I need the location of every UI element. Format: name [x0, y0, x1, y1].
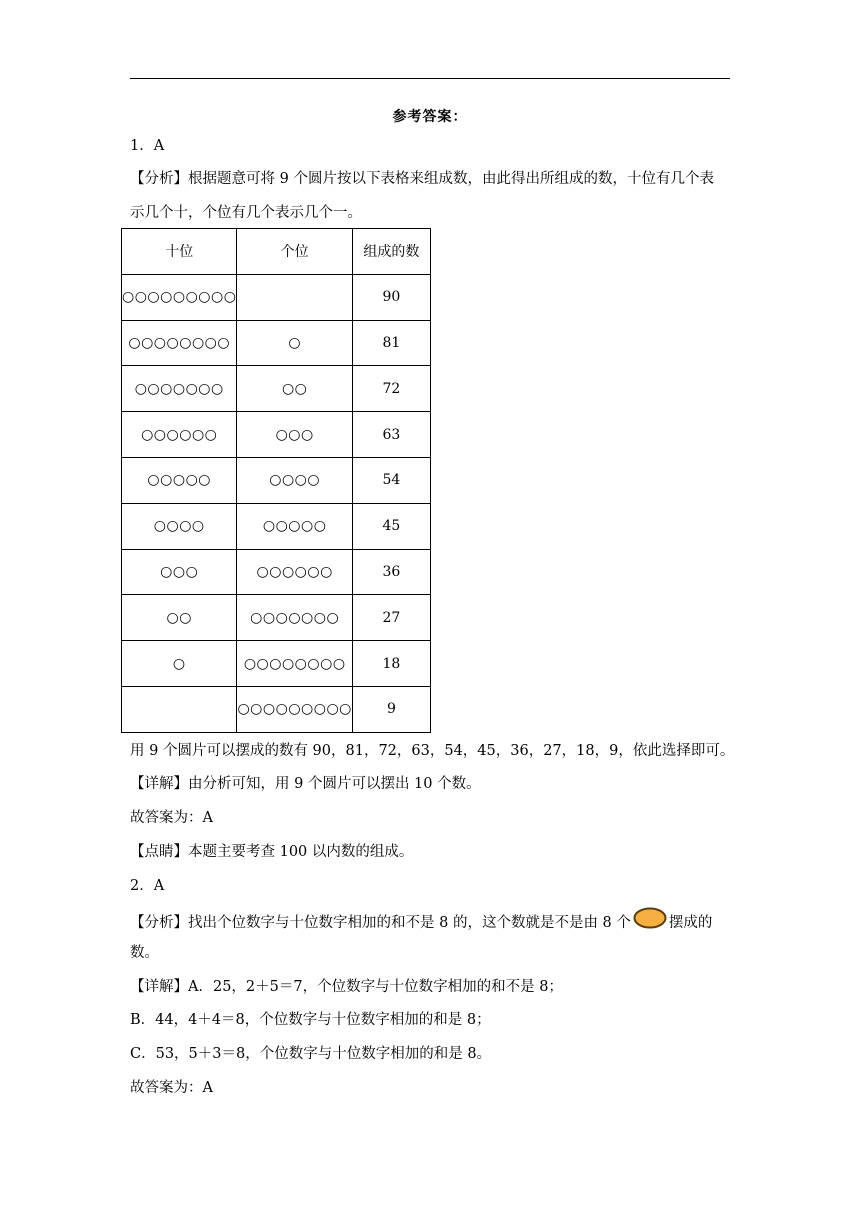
table-row	[122, 366, 431, 412]
tens-circles: ○○○○	[122, 503, 237, 549]
page-title: 参考答案：	[392, 109, 468, 125]
orange-oval-icon	[633, 907, 667, 935]
q2-detail-a: 【详解】A．25，2＋5＝7，个位数字与十位数字相加的和不是 8；	[130, 979, 563, 995]
table-row	[122, 686, 431, 732]
tens-circles: ○○○○○○	[122, 412, 237, 458]
ones-circles: ○○○○○○○	[237, 595, 352, 641]
q1-analysis-line1: 【分析】根据题意可将 9 个圆片按以下表格来组成数，由此得出所组成的数，十位有几个表	[130, 171, 714, 187]
table-row	[122, 412, 431, 458]
formed-number: 63	[352, 412, 430, 458]
q1-answer: 故答案为：A	[130, 810, 213, 826]
q2-analysis-line1	[130, 909, 712, 937]
q2-detail-c: C．53，5＋3＝8，个位数字与十位数字相加的和是 8。	[130, 1046, 492, 1062]
formed-number: 18	[352, 641, 430, 687]
q2-answer: 故答案为：A	[130, 1080, 213, 1096]
tens-circles: ○○	[122, 595, 237, 641]
table-row	[122, 320, 431, 366]
tens-circles	[122, 686, 237, 732]
table-header-tens: 十位	[122, 229, 237, 275]
formed-number: 36	[352, 549, 430, 595]
table-row	[122, 503, 431, 549]
table-row	[122, 595, 431, 641]
ones-circles: ○○○○○○○○	[237, 641, 352, 687]
formed-number: 54	[352, 457, 430, 503]
q1-analysis-line2: 示几个十，个位有几个表示几个一。	[130, 205, 362, 221]
formed-number: 27	[352, 595, 430, 641]
table-header-number: 组成的数	[352, 229, 430, 275]
circle-table	[121, 228, 431, 733]
tens-circles: ○○○○○○○	[122, 366, 237, 412]
ones-circles: ○	[237, 320, 352, 366]
tens-circles: ○	[122, 641, 237, 687]
formed-number: 9	[352, 686, 430, 732]
formed-number: 90	[352, 274, 430, 320]
q2-number: 2．A	[130, 878, 165, 894]
top-rule	[130, 78, 730, 79]
table-header-ones: 个位	[237, 229, 352, 275]
q1-number: 1．A	[130, 138, 165, 154]
ones-circles	[237, 274, 352, 320]
formed-number: 45	[352, 503, 430, 549]
q2-detail-b: B．44，4＋4＝8，个位数字与十位数字相加的和是 8；	[130, 1012, 491, 1028]
q2-analysis-line2: 数。	[130, 945, 159, 961]
q1-detail: 【详解】由分析可知，用 9 个圆片可以摆出 10 个数。	[130, 776, 481, 792]
ones-circles: ○○	[237, 366, 352, 412]
ones-circles: ○○○○○○	[237, 549, 352, 595]
tens-circles: ○○○○○	[122, 457, 237, 503]
formed-number: 81	[352, 320, 430, 366]
q2-analysis-text-before: 【分析】找出个位数字与十位数字相加的和不是 8 的，这个数就是不是由 8 个	[130, 915, 631, 931]
q1-summary: 用 9 个圆片可以摆成的数有 90，81，72，63，54，45，36，27，18，9，依此选择即可。	[130, 743, 735, 759]
ones-circles: ○○○○	[237, 457, 352, 503]
q1-comment: 【点睛】本题主要考查 100 以内数的组成。	[130, 844, 414, 860]
table-row	[122, 274, 431, 320]
ones-circles: ○○○○○○○○○	[237, 686, 352, 732]
ones-circles: ○○○	[237, 412, 352, 458]
table-row	[122, 641, 431, 687]
q2-analysis-text-after: 摆成的	[668, 915, 713, 931]
table-row	[122, 549, 431, 595]
ones-circles: ○○○○○	[237, 503, 352, 549]
table-row	[122, 457, 431, 503]
tens-circles: ○○○	[122, 549, 237, 595]
formed-number: 72	[352, 366, 430, 412]
tens-circles: ○○○○○○○○	[122, 320, 237, 366]
tens-circles: ○○○○○○○○○	[122, 274, 237, 320]
table-header-row	[122, 229, 431, 275]
